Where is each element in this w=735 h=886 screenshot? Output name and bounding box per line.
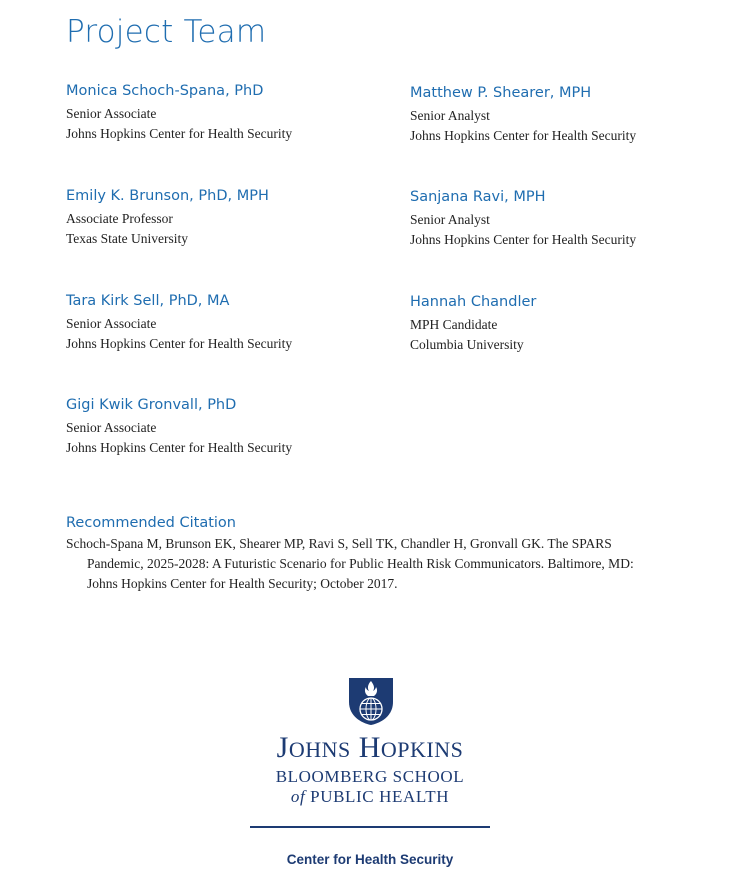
citation-heading: Recommended Citation xyxy=(66,515,236,531)
member-title: Senior Associate xyxy=(66,316,157,331)
wordmark-letters: OHNS xyxy=(288,737,351,762)
wordmark-ph: PUBLIC HEALTH xyxy=(310,787,450,806)
team-member xyxy=(410,84,730,146)
member-name: Sanjana Ravi, MPH xyxy=(410,189,546,205)
member-organization: Johns Hopkins Center for Health Security xyxy=(66,440,293,455)
member-title: MPH Candidate xyxy=(410,317,498,332)
page-title: Project Team xyxy=(66,14,267,50)
member-title: Senior Analyst xyxy=(410,212,490,227)
team-member xyxy=(410,188,730,250)
member-name: Gigi Kwik Gronvall, PhD xyxy=(66,397,237,413)
center-name: Center for Health Security xyxy=(286,852,454,867)
wordmark-school: BLOOMBERG SCHOOL xyxy=(275,767,465,786)
member-organization: Johns Hopkins Center for Health Security xyxy=(66,126,293,141)
member-organization: Johns Hopkins Center for Health Security xyxy=(410,232,637,247)
wordmark-university xyxy=(230,731,510,767)
jhu-shield-icon xyxy=(347,676,395,726)
member-title: Associate Professor xyxy=(66,211,173,226)
member-organization: Johns Hopkins Center for Health Security xyxy=(410,128,637,143)
wordmark-public-health xyxy=(230,787,510,807)
citation-text: Schoch-Spana M, Brunson EK, Shearer MP, Ravi S, Sell TK, Chandler H, Gronvall GK. The SPARS Pandemic, 2025-2028: A Futuristic Scenario for Public Health Risk Communicators. Baltimore, MD: Johns Hopkins Center for Health Security; October 2017. xyxy=(66,536,634,591)
member-name: Hannah Chandler xyxy=(410,294,537,310)
jhu-wordmark xyxy=(230,731,510,807)
team-member xyxy=(66,82,386,144)
member-organization: Texas State University xyxy=(66,231,189,246)
member-name: Emily K. Brunson, PhD, MPH xyxy=(66,188,269,204)
member-title: Senior Analyst xyxy=(410,108,490,123)
member-title: Senior Associate xyxy=(66,106,157,121)
wordmark-letter: H xyxy=(358,731,381,764)
team-member xyxy=(66,292,386,354)
member-organization: Columbia University xyxy=(410,337,524,352)
team-member xyxy=(66,396,386,458)
logo-divider xyxy=(250,826,490,828)
wordmark-letters: OPKINS xyxy=(380,737,464,762)
wordmark-of: of xyxy=(290,787,306,806)
wordmark-letter: J xyxy=(276,731,289,764)
member-name: Monica Schoch-Spana, PhD xyxy=(66,83,264,99)
member-name: Matthew P. Shearer, MPH xyxy=(410,85,592,101)
team-member xyxy=(66,187,386,249)
member-organization: Johns Hopkins Center for Health Security xyxy=(66,336,293,351)
team-member xyxy=(410,293,730,355)
member-title: Senior Associate xyxy=(66,420,157,435)
member-name: Tara Kirk Sell, PhD, MA xyxy=(66,293,230,309)
